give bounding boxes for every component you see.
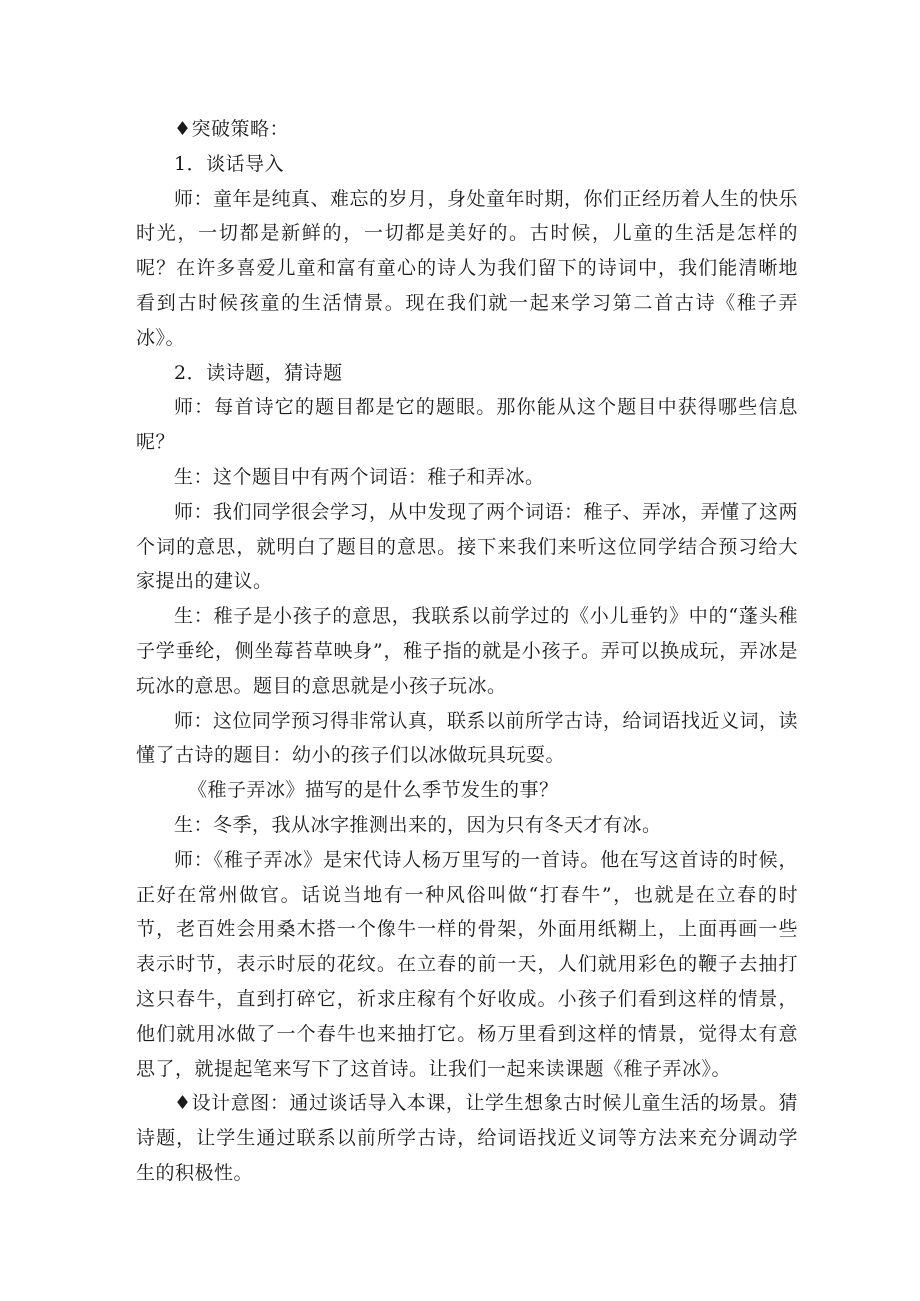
paragraph-design-intent: ♦设计意图：通过谈话导入本课，让学生想象古时候儿童生活的场景。猜诗题，让学生通过联系以前所学古诗，给词语找近义词等方法来充分调动学生的积极性。 bbox=[136, 1092, 798, 1184]
paragraph-teacher-intro: 师：童年是纯真、难忘的岁月，身处童年时期，你们正经历着人生的快乐时光，一切都是新鲜的，一切都是美好的。古时候，儿童的生活是怎样的呢？在许多喜爱儿童和富有童心的诗人为我们留下的诗词中，我们能清晰地看到古时候孩童的生活情景。现在我们就一起来学习第二首古诗《稚子弄冰》。 bbox=[136, 187, 799, 349]
paragraph-teacher-story: 师：《稚子弄冰》是宋代诗人杨万里写的一首诗。他在写这首诗的时候，正好在常州做官。话说当地有一种风俗叫做“打春牛”，也就是在立春的时节，老百姓会用桑木搭一个像牛一样的骨架，外面用纸糊上，上面再画一些表示时节，表示时辰的花纹。在立春的前一天，人们就用彩色的鞭子去抽打这只春牛，直到打碎它，祈求庄稼有个好收成。小孩子们看到这样的情景，他们就用冰做了一个春牛也来抽打它。杨万里看到这样的情景，觉得太有意思了，就提起笔来写下了这首诗。让我们一起来读课题《稚子弄冰》。 bbox=[136, 848, 798, 1080]
document-body bbox=[136, 112, 798, 1191]
paragraph-teacher-response-1: 师：我们同学很会学习，从中发现了两个词语：稚子、弄冰，弄懂了这两个词的意思，就明白了题目的意思。接下来我们来听这位同学结合预习给大家提出的建议。 bbox=[136, 500, 799, 593]
paragraph-teacher-response-2: 师：这位同学预习得非常认真，联系以前所学古诗，给词语找近义词，读懂了古诗的题目：幼小的孩子们以冰做玩具玩耍。 bbox=[136, 709, 799, 767]
paragraph-student-answer-2: 生：稚子是小孩子的意思，我联系以前学过的《小儿垂钓》中的“蓬头稚子学垂纶，侧坐莓苔草映身”，稚子指的就是小孩子。弄可以换成玩，弄冰是玩冰的意思。题目的意思就是小孩子玩冰。 bbox=[136, 605, 798, 697]
section-heading-2: 2．读诗题，猜诗题 bbox=[174, 361, 343, 384]
paragraph-teacher-question: 师：每首诗它的题目都是它的题眼。那你能从这个题目中获得哪些信息呢？ bbox=[136, 396, 798, 454]
paragraph-season-question: 《稚子弄冰》描写的是什么季节发生的事？ bbox=[188, 779, 559, 802]
paragraph-student-answer-1: 生：这个题目中有两个词语：稚子和弄冰。 bbox=[174, 465, 545, 488]
strategy-heading: ♦突破策略： bbox=[174, 118, 290, 140]
section-heading-1: 1．谈话导入 bbox=[174, 152, 285, 175]
paragraph-student-answer-3: 生：冬季，我从冰字推测出来的，因为只有冬天才有冰。 bbox=[174, 813, 662, 836]
